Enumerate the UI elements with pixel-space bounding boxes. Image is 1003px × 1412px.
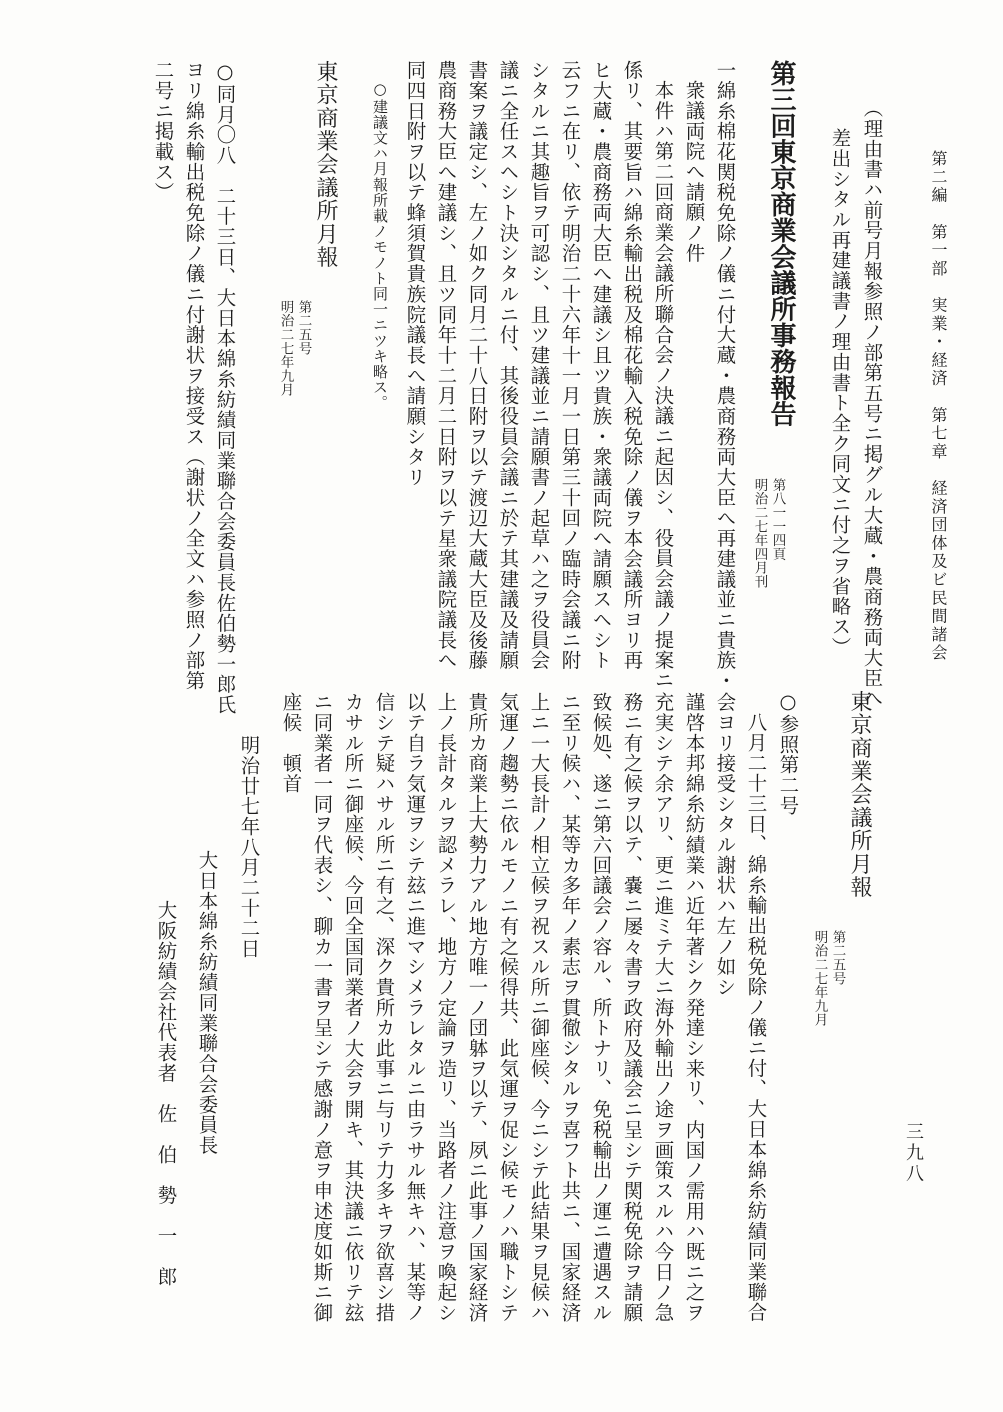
upper-note-line: （理由書ハ前号月報参照ノ部第五号ニ掲グル大蔵・農商務両大臣へ bbox=[860, 98, 884, 709]
letter-line: 気運ノ趨勢ニ依ルモノニ有之候得共、此気運ヲ促シ候モノハ職トシテ bbox=[496, 692, 520, 1323]
letter-line: カサル所ニ御座候、今回全国同業者ノ大会ヲ開キ、其決議ニ依リテ玆 bbox=[341, 692, 365, 1323]
report-ref-date: 明治二七年四月刊 bbox=[751, 478, 768, 589]
monthly-entry-line: ヨリ綿糸輸出税免除ノ儀ニ付謝状ヲ接受ス（謝状ノ全文ハ参照ノ部第 bbox=[182, 60, 206, 691]
monthly-report-issue: 第二五号 bbox=[295, 300, 312, 356]
report-paragraph-line: シタルニ其趣旨ヲ可認シ、且ツ建議並ニ請願書ノ起草ハ之ヲ役員会 bbox=[527, 60, 551, 671]
report-paragraph-line: 係リ、其要旨ハ綿糸輸出税及棉花輸入税免除ノ儀ヲ本会議所ヨリ再 bbox=[620, 60, 644, 671]
monthly-report-date: 明治二七年九月 bbox=[277, 300, 294, 397]
report-ref-page: 第八一一四頁 bbox=[769, 478, 786, 561]
report-omission-note: ○建議文ハ月報所載ノモノト同一ニツキ略ス。 bbox=[371, 80, 389, 411]
lower-monthly-report-title: 東京商業会議所月報 bbox=[847, 690, 872, 899]
letter-line: 充実シテ余アリ、更ニ進ミテ大ニ海外輸出ノ途ヲ画策スルハ今日ノ急 bbox=[651, 692, 675, 1323]
signature-name: 大阪紡績会社代表者 佐 伯 勢 一 郎 bbox=[154, 900, 178, 1287]
letter-line: 上ニ一大長計ノ相立候ヲ祝スル所ニ御座候、今ニシテ此結果ヲ見候ハ bbox=[527, 692, 551, 1323]
item-line: 衆議両院へ請願ノ件 bbox=[682, 80, 706, 264]
lower-monthly-report-issue: 第二五号 bbox=[829, 930, 846, 986]
letter-line: 務ニ有之候ヲ以テ、嚢ニ屡々書ヲ政府及議会ニ呈シテ関税免除ヲ請願 bbox=[620, 692, 644, 1323]
report-paragraph-line: 同四日附ヲ以テ蜂須賀貴族院議長へ請願シタリ bbox=[403, 60, 427, 488]
report-paragraph-line: ヒ大蔵・農商務両大臣へ建議シ且ツ貴族・衆議両院へ請願スヘシト bbox=[589, 60, 613, 671]
letter-line: ニ至リ候ハ、某等カ多年ノ素志ヲ貫徹シタルヲ喜フト共ニ、国家経済 bbox=[558, 692, 582, 1323]
monthly-entry-line: ○同月〇八 二十三日、大日本綿糸紡績同業聯合会委員長佐伯勢一郎氏 bbox=[213, 60, 237, 715]
page-number: 三九八 bbox=[903, 1122, 924, 1185]
lower-monthly-report-date: 明治二七年九月 bbox=[811, 930, 828, 1027]
letter-line: 貴所カ商業上大勢力アル地方唯一ノ団躰ヲ以テ、夙ニ此事ノ国家経済 bbox=[465, 692, 489, 1323]
letter-date: 明治廿七年八月二十二日 bbox=[237, 735, 261, 959]
monthly-report-title: 東京商業会議所月報 bbox=[313, 60, 338, 269]
report-paragraph-line: 云フニ在リ、依テ明治二十六年十一月一日第三十回ノ臨時会議ニ附 bbox=[558, 60, 582, 671]
item-line: 一綿糸棉花関税免除ノ儀ニ付大蔵・農商務両大臣へ再建議並ニ貴族・ bbox=[713, 60, 737, 691]
report-paragraph-line: 議ニ全任スヘシト決シタルニ付、其後役員会議ニ於テ其建議及請願 bbox=[496, 60, 520, 671]
letter-line: 信シテ疑ハサル所ニ有之、深ク貴所カ此事ニ与リテ力多キヲ欲喜シ措 bbox=[372, 692, 396, 1323]
letter-line: 上ノ長計タルヲ認メラレ、地方ノ定論ヲ造リ、当路者ノ注意ヲ喚起シ bbox=[434, 692, 458, 1323]
reference-intro-line: 会ヨリ接受シタル謝状ハ左ノ如シ bbox=[713, 692, 737, 998]
report-paragraph-line: 本件ハ第二回商業会議所聯合会ノ決議ニ起因シ、役員会議ノ提案ニ bbox=[651, 80, 675, 691]
upper-note-line: 差出シタル再建議書ノ理由書ト全ク同文ニ付之ヲ省略ス） bbox=[828, 128, 852, 658]
letter-line: 謹啓本邦綿糸紡績業ハ近年著シク発達シ来リ、内国ノ需用ハ既ニ之ヲ bbox=[682, 692, 706, 1323]
letter-line: ニ同業者一同ヲ代表シ、聊カ一書ヲ呈シテ感謝ノ意ヲ申述度如斯ニ御 bbox=[310, 692, 334, 1323]
monthly-entry-line: 二号ニ掲載ス） bbox=[151, 60, 175, 203]
letter-line: 座候 頓首 bbox=[279, 692, 303, 794]
running-head: 第二編 第一部 実業・経済 第七章 経済団体及ビ民間諸会 bbox=[929, 150, 948, 663]
letter-line: 致候処、遂ニ第六回議会ノ容ル、所トナリ、免税輸出ノ運ニ遭遇スル bbox=[589, 692, 613, 1323]
letter-line: 以テ自ラ気運ヲシテ玆ニ進マシメラレタルニ由ラサル無キハ、某等ノ bbox=[403, 692, 427, 1323]
signature-organization: 大日本綿糸紡績同業聯合会委員長 bbox=[195, 850, 219, 1156]
reference-intro-line: 八月二十三日、綿糸輸出税免除ノ儀ニ付、大日本綿糸紡績同業聯合 bbox=[744, 712, 768, 1323]
report-paragraph-line: 農商務大臣へ建議シ、且ツ同年十二月二日附ヲ以テ星衆議院議長へ bbox=[434, 60, 458, 671]
report-paragraph-line: 書案ヲ議定シ、左ノ如ク同月二十八日附ヲ以テ渡辺大蔵大臣及後藤 bbox=[465, 60, 489, 671]
reference-heading: ○参照第二号 bbox=[776, 690, 800, 816]
report-title: 第三回東京商業会議所事務報告 bbox=[766, 60, 796, 427]
